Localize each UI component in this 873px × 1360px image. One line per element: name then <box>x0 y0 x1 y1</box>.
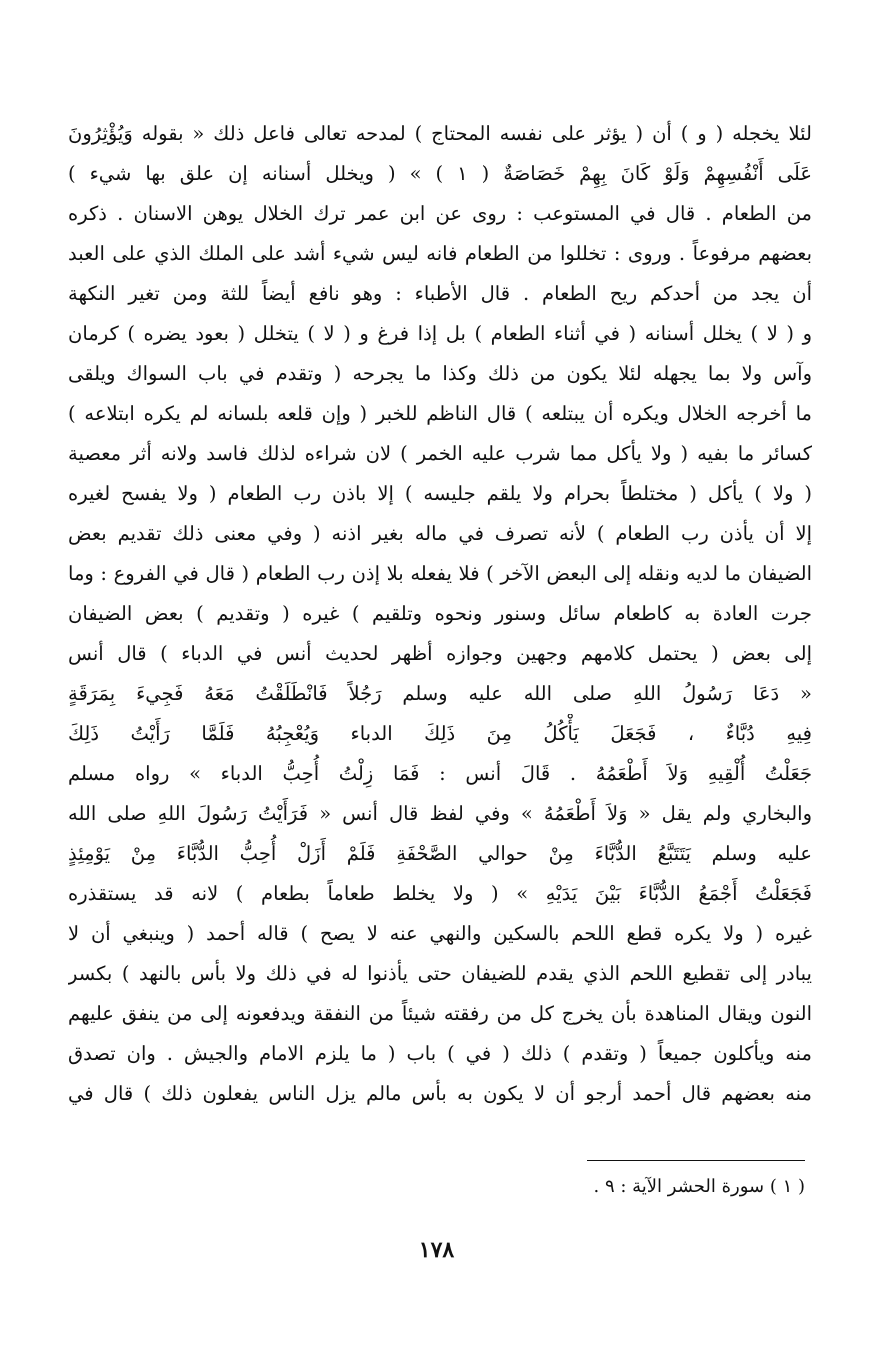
text-line: إلى بعض ( يحتمل كلامهم وجهين وجوازه أظهر لحديث أنس في الدباء ) قال أنس <box>68 642 812 665</box>
text-line: كسائر ما بفيه ( ولا يأكل مما شرب عليه الخمر ) لان شراءه لذلك فاسد ولانه أثر معصية <box>68 442 812 465</box>
footnote-separator <box>587 1160 805 1161</box>
text-line: عَلَى أَنْفُسِهِمْ وَلَوْ كَانَ بِهِمْ خَصَاصَةٌ ( ١ ) » ( ويخلل أسنانه إن علق بها شيء ) <box>68 162 812 185</box>
text-line: جرت العادة به كاطعام سائل وسنور ونحوه وتلقيم ) غيره ( وتقديم ) بعض الضيفان <box>68 602 812 625</box>
text-line: ( ولا ) يأكل ( مختلطاً بحرام ولا يلقم جليسه ) إلا باذن رب الطعام ( ولا يفسح لغيره <box>68 482 812 505</box>
text-line: إلا أن يأذن رب الطعام ) لأنه تصرف في ماله بغير اذنه ( وفي معنى ذلك تقديم بعض <box>68 522 812 545</box>
text-line: النون ويقال المناهدة بأن يخرج كل من رفقته شيئاً من النفقة ويدفعونه إلى من ينفق عليهم <box>68 1002 812 1025</box>
text-line: ما أخرجه الخلال ويكره أن يبتلعه ) قال الناظم للخبر ( وإن قلعه بلسانه لم يكره ابتلاعه ) <box>68 402 812 425</box>
text-line: بعضهم مرفوعاً . وروى : تخللوا من الطعام فانه ليس شيء أشد على الملك الذي على العبد <box>68 242 812 265</box>
text-line: غيره ( ولا يكره قطع اللحم بالسكين والنهي عنه لا يصح ) قاله أحمد ( وينبغي أن لا <box>68 922 812 945</box>
text-line: منه ويأكلون جميعاً ( وتقدم ) ذلك ( في ) باب ( ما يلزم الامام والجيش . وان تصدق <box>68 1042 812 1065</box>
text-line: يبادر إلى تقطيع اللحم الذي يقدم للضيفان حتى يأذنوا له في ذلك ولا بأس بالنهد ) بكسر <box>68 962 812 985</box>
text-line: « دَعَا رَسُولُ اللهِ صلى الله عليه وسلم رَجُلاً فَانْطَلَقْتُ مَعَهُ فَجِيءَ بِمَرَقَةٍ <box>68 682 812 705</box>
main-text-block <box>68 114 812 1114</box>
text-line: والبخاري ولم يقل « وَلاَ أَطْعَمُهُ » وفي لفظ قال أنس « فَرَأَيْتُ رَسُولَ اللهِ صلى الله <box>68 802 812 825</box>
text-line: الضيفان ما لديه ونقله إلى البعض الآخر ) فلا يفعله بلا إذن رب الطعام ( قال في الفروع : وما <box>68 562 812 585</box>
text-line: عليه وسلم يَتَتَبَّعُ الدُّبَّاءَ مِنْ حوالي الصَّحْفَةِ فَلَمْ أَزَلْ أُحِبُّ الدُّبَّاءَ مِنْ يَوْمِئِذٍ <box>68 842 812 865</box>
text-line: منه بعضهم قال أحمد أرجو أن لا يكون به بأس مالم يزل الناس يفعلون ذلك ) قال في <box>68 1082 812 1105</box>
text-line: وآس ولا بما يجهله لئلا يكون من ذلك وكذا ما يجرحه ( وتقدم في باب السواك ويلقى <box>68 362 812 385</box>
page-number: ١٧٨ <box>418 1237 455 1263</box>
text-line: فَجَعَلْتُ أَجْمَعُ الدُّبَّاءَ بَيْنَ يَدَيْهِ » ( ولا يخلط طعاماً بطعام ) لانه قد يستقذره <box>68 882 812 905</box>
text-line: لئلا يخجله ( و ) أن ( يؤثر على نفسه المحتاج ) لمدحه تعالى فاعل ذلك « بقوله وَيُؤْثِرُونَ <box>68 122 812 145</box>
text-line: أن يجد من أحدكم ريح الطعام . قال الأطباء : وهو نافع أيضاً للثة ومن تغير النكهة <box>68 282 812 305</box>
text-line: جَعَلْتُ أُلْقِيهِ وَلاَ أَطْعَمُهُ . قَالَ أنس : فَمَا زِلْتُ أُحِبُّ الدباء » رواه مسلم <box>68 762 812 785</box>
footnote: ( ١ ) سورة الحشر الآية : ٩ . <box>593 1176 805 1197</box>
text-line: فِيهِ دُبَّاءٌ ، فَجَعَلَ يَأْكُلُ مِنَ ذَلِكَ الدباء وَيُعْجِبُهُ فَلَمَّا رَأَيْتُ ذَلِكَ <box>68 722 812 745</box>
text-line: و ( لا ) يخلل أسنانه ( في أثناء الطعام ) بل إذا فرغ و ( لا ) يتخلل ( بعود يضره ) كرمان <box>68 322 812 345</box>
text-line: من الطعام . قال في المستوعب : روى عن ابن عمر ترك الخلال يوهن الاسنان . ذكره <box>68 202 812 225</box>
